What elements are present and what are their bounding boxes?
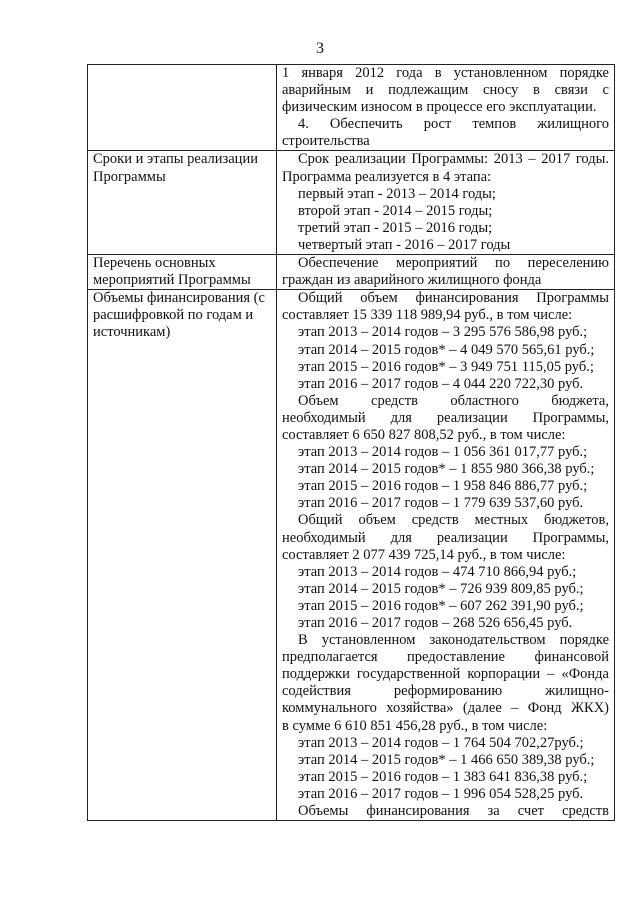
text-line: Общий объем средств местных бюджетов, [298, 512, 609, 529]
page-number: 3 [316, 40, 324, 57]
text-line: предполагается предоставление финансовой [282, 649, 609, 666]
row-content-measures [277, 255, 615, 290]
program-passport-table [87, 64, 615, 821]
table-row [88, 290, 615, 821]
row-content-financing [277, 290, 615, 821]
text-line: составляет 15 339 118 989,94 руб., в том числе: [282, 307, 573, 324]
text-line: необходимый для реализации Программы, [282, 409, 609, 426]
row-label-timing: Сроки и этапы реализации Программы [88, 151, 277, 255]
row-label-measures: Перечень основных мероприятий Программы [88, 255, 277, 290]
text-line: коммунального хозяйства» (далее – Фонд ЖКХ) [282, 700, 609, 717]
text-line: этап 2014 – 2015 годов* – 4 049 570 565,61 руб.; [298, 341, 595, 358]
text-line: этап 2015 – 2016 годов* – 3 949 751 115,05 руб.; [298, 358, 594, 375]
text-line: этап 2015 – 2016 годов – 1 383 641 836,38 руб.; [298, 768, 588, 785]
text-line: Обеспечение мероприятий по переселению [298, 255, 609, 272]
table-row [88, 65, 615, 151]
text-line: содействия реформированию жилищно- [282, 683, 609, 700]
row-content-goals [277, 65, 615, 151]
row-label-empty [88, 65, 277, 151]
text-line: в сумме 6 610 851 456,28 руб., в том числе: [282, 717, 548, 734]
text-line: этап 2014 – 2015 годов* – 1 855 980 366,38 руб.; [298, 461, 595, 478]
stage-item: четвертый этап - 2016 – 2017 годы [298, 236, 511, 253]
text-line: поддержки государственной корпорации – «Фонда [282, 666, 609, 683]
text-line: этап 2013 – 2014 годов – 3 295 576 586,98 руб.; [298, 324, 588, 341]
text-line: этап 2015 – 2016 годов* – 607 262 391,90 руб.; [298, 597, 584, 614]
text-line: 4. Обеспечить рост темпов жилищного [298, 116, 609, 133]
text-line: этап 2016 – 2017 годов – 268 526 656,45 руб. [298, 615, 573, 631]
table-row [88, 255, 615, 290]
text-line: этап 2013 – 2014 годов – 474 710 866,94 руб.; [298, 563, 577, 580]
text-line: физическим износом в процессе его эксплуатации. [282, 99, 597, 116]
table-row [88, 151, 615, 255]
text-line: этап 2014 – 2015 годов* – 1 466 650 389,38 руб.; [298, 751, 595, 768]
text-line: необходимый для реализации Программы, [282, 529, 609, 546]
row-content-timing [277, 151, 615, 255]
text-line: этап 2016 – 2017 годов – 1 779 639 537,60 руб. [298, 495, 584, 512]
text-line: Срок реализации Программы: 2013 – 2017 годы. [298, 151, 609, 168]
text-line: Объемы финансирования за счет средств [298, 803, 609, 820]
stage-item: первый этап - 2013 – 2014 годы; [298, 185, 496, 202]
text-line: Программа реализуется в 4 этапа: [282, 168, 492, 185]
text-line: строительства [282, 133, 370, 150]
text-line: 1 января 2012 года в установленном порядке [282, 65, 609, 81]
text-line: Общий объем финансирования Программы [298, 290, 609, 307]
text-line: этап 2015 – 2016 годов – 1 958 846 886,77 руб.; [298, 478, 588, 495]
text-line: этап 2016 – 2017 годов – 4 044 220 722,30 руб. [298, 375, 584, 392]
text-line: этап 2016 – 2017 годов – 1 996 054 528,25 руб. [298, 785, 584, 802]
text-line: Объем средств областного бюджета, [298, 392, 609, 409]
text-line: этап 2013 – 2014 годов – 1 056 361 017,77 руб.; [298, 444, 588, 461]
text-line: аварийным и подлежащим сносу в связи с [282, 82, 609, 99]
text-line: составляет 6 650 827 808,52 руб., в том числе: [282, 426, 566, 443]
text-line: граждан из аварийного жилищного фонда [282, 272, 542, 289]
text-line: составляет 2 077 439 725,14 руб., в том числе: [282, 546, 566, 563]
text-line: В установленном законодательством порядке [298, 632, 609, 649]
stage-item: третий этап - 2015 – 2016 годы; [298, 219, 493, 236]
stage-item: второй этап - 2014 – 2015 годы; [298, 202, 493, 219]
text-line: этап 2013 – 2014 годов – 1 764 504 702,27руб.; [298, 734, 584, 751]
text-line: этап 2014 – 2015 годов* – 726 939 809,85 руб.; [298, 580, 584, 597]
row-label-financing: Объемы финансирования (с расшифровкой по годам и источникам) [88, 290, 277, 821]
